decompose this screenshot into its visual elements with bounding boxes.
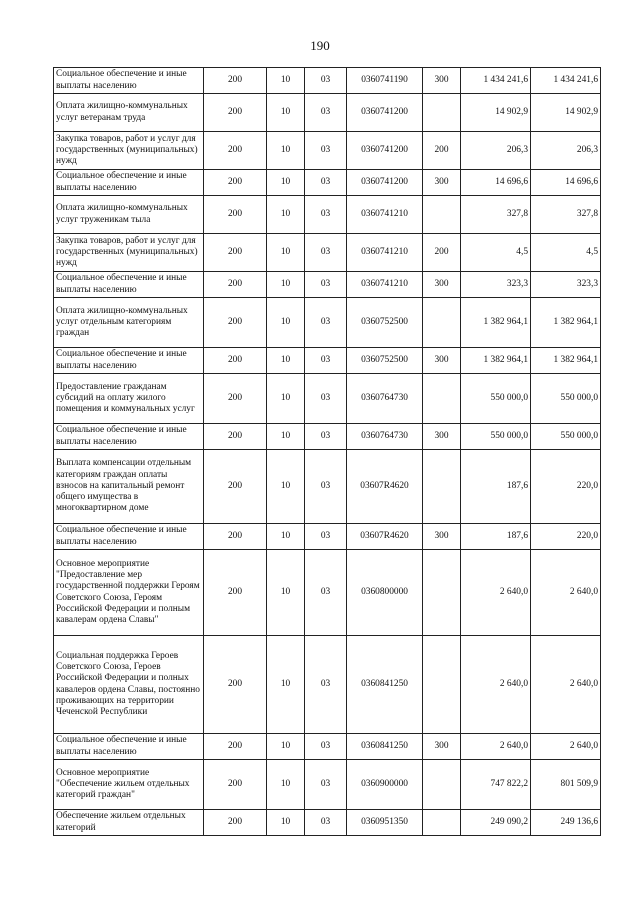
expense-type-code: [423, 450, 461, 524]
row-name: Выплата компенсации отдельным категориям граждан оплаты взносов на капитальный ремонт общего имущества в многоквартирном доме: [54, 450, 204, 524]
row-name: Социальное обеспечение и иные выплаты населению: [54, 348, 204, 374]
amount-year-1: 550 000,0: [461, 374, 531, 424]
table-row: [54, 524, 601, 550]
ministry-code: 200: [204, 94, 267, 132]
subsection-code: 03: [305, 550, 347, 636]
table-row: [54, 234, 601, 272]
amount-year-2: 2 640,0: [531, 550, 601, 636]
amount-year-1: 1 382 964,1: [461, 348, 531, 374]
row-name: Оплата жилищно-коммунальных услуг ветеранам труда: [54, 94, 204, 132]
amount-year-1: 2 640,0: [461, 550, 531, 636]
row-name: Социальное обеспечение и иные выплаты населению: [54, 524, 204, 550]
amount-year-1: 2 640,0: [461, 734, 531, 760]
target-article-code: 0360741200: [347, 132, 423, 170]
row-name: Оплата жилищно-коммунальных услуг отдельным категориям граждан: [54, 298, 204, 348]
expense-type-code: [423, 810, 461, 836]
amount-year-2: 550 000,0: [531, 374, 601, 424]
subsection-code: 03: [305, 348, 347, 374]
table-row: [54, 734, 601, 760]
ministry-code: 200: [204, 132, 267, 170]
target-article-code: 0360900000: [347, 760, 423, 810]
section-code: 10: [267, 196, 305, 234]
subsection-code: 03: [305, 450, 347, 524]
expense-type-code: 200: [423, 132, 461, 170]
row-name: Социальное обеспечение и иные выплаты населению: [54, 170, 204, 196]
ministry-code: 200: [204, 272, 267, 298]
ministry-code: 200: [204, 424, 267, 450]
expense-type-code: 200: [423, 234, 461, 272]
ministry-code: 200: [204, 234, 267, 272]
table-row: [54, 636, 601, 734]
section-code: 10: [267, 424, 305, 450]
section-code: 10: [267, 68, 305, 94]
row-name: Социальное обеспечение и иные выплаты населению: [54, 734, 204, 760]
table-row: [54, 374, 601, 424]
expense-type-code: 300: [423, 272, 461, 298]
ministry-code: 200: [204, 450, 267, 524]
table-row: [54, 550, 601, 636]
amount-year-2: 327,8: [531, 196, 601, 234]
expense-type-code: 300: [423, 170, 461, 196]
subsection-code: 03: [305, 636, 347, 734]
subsection-code: 03: [305, 196, 347, 234]
table-row: [54, 424, 601, 450]
amount-year-1: 1 434 241,6: [461, 68, 531, 94]
row-name: Основное мероприятие "Предоставление мер государственной поддержки Героям Советского Союза, Героям Российской Федерации и полным кавалерам ордена Славы": [54, 550, 204, 636]
amount-year-2: 206,3: [531, 132, 601, 170]
row-name: Оплата жилищно-коммунальных услуг труженикам тыла: [54, 196, 204, 234]
ministry-code: 200: [204, 810, 267, 836]
amount-year-2: 249 136,6: [531, 810, 601, 836]
amount-year-2: 4,5: [531, 234, 601, 272]
amount-year-2: 801 509,9: [531, 760, 601, 810]
subsection-code: 03: [305, 374, 347, 424]
target-article-code: 0360951350: [347, 810, 423, 836]
target-article-code: 0360752500: [347, 348, 423, 374]
target-article-code: 0360741210: [347, 196, 423, 234]
expense-type-code: 300: [423, 734, 461, 760]
row-name: Социальное обеспечение и иные выплаты населению: [54, 424, 204, 450]
subsection-code: 03: [305, 68, 347, 94]
expense-type-code: [423, 196, 461, 234]
target-article-code: 0360764730: [347, 424, 423, 450]
table-row: [54, 170, 601, 196]
row-name: Предоставление гражданам субсидий на оплату жилого помещения и коммунальных услуг: [54, 374, 204, 424]
expense-type-code: 300: [423, 524, 461, 550]
amount-year-1: 550 000,0: [461, 424, 531, 450]
section-code: 10: [267, 760, 305, 810]
ministry-code: 200: [204, 196, 267, 234]
target-article-code: 0360800000: [347, 550, 423, 636]
subsection-code: 03: [305, 734, 347, 760]
target-article-code: 0360741210: [347, 272, 423, 298]
amount-year-2: 1 382 964,1: [531, 298, 601, 348]
subsection-code: 03: [305, 272, 347, 298]
amount-year-1: 187,6: [461, 450, 531, 524]
amount-year-1: 4,5: [461, 234, 531, 272]
table-row: [54, 810, 601, 836]
section-code: 10: [267, 636, 305, 734]
ministry-code: 200: [204, 348, 267, 374]
amount-year-1: 14 902,9: [461, 94, 531, 132]
expense-type-code: 300: [423, 424, 461, 450]
row-name: Закупка товаров, работ и услуг для государственных (муниципальных) нужд: [54, 132, 204, 170]
amount-year-1: 323,3: [461, 272, 531, 298]
amount-year-2: 220,0: [531, 450, 601, 524]
subsection-code: 03: [305, 94, 347, 132]
row-name: Социальное обеспечение и иные выплаты населению: [54, 272, 204, 298]
row-name: Основное мероприятие "Обеспечение жильем отдельных категорий граждан": [54, 760, 204, 810]
amount-year-1: 249 090,2: [461, 810, 531, 836]
ministry-code: 200: [204, 550, 267, 636]
table-row: [54, 196, 601, 234]
section-code: 10: [267, 272, 305, 298]
section-code: 10: [267, 734, 305, 760]
amount-year-1: 206,3: [461, 132, 531, 170]
section-code: 10: [267, 298, 305, 348]
ministry-code: 200: [204, 636, 267, 734]
subsection-code: 03: [305, 132, 347, 170]
section-code: 10: [267, 132, 305, 170]
expense-type-code: [423, 94, 461, 132]
section-code: 10: [267, 524, 305, 550]
amount-year-2: 1 382 964,1: [531, 348, 601, 374]
amount-year-2: 2 640,0: [531, 734, 601, 760]
target-article-code: 0360752500: [347, 298, 423, 348]
amount-year-1: 327,8: [461, 196, 531, 234]
amount-year-1: 187,6: [461, 524, 531, 550]
section-code: 10: [267, 450, 305, 524]
table-row: [54, 68, 601, 94]
amount-year-1: 747 822,2: [461, 760, 531, 810]
amount-year-2: 14 696,6: [531, 170, 601, 196]
target-article-code: 0360841250: [347, 636, 423, 734]
section-code: 10: [267, 348, 305, 374]
subsection-code: 03: [305, 234, 347, 272]
expense-type-code: 300: [423, 68, 461, 94]
expense-type-code: [423, 636, 461, 734]
section-code: 10: [267, 550, 305, 636]
amount-year-2: 1 434 241,6: [531, 68, 601, 94]
amount-year-1: 2 640,0: [461, 636, 531, 734]
table-row: [54, 298, 601, 348]
amount-year-2: 2 640,0: [531, 636, 601, 734]
subsection-code: 03: [305, 524, 347, 550]
table-row: [54, 132, 601, 170]
page-number: 190: [310, 38, 330, 53]
amount-year-2: 14 902,9: [531, 94, 601, 132]
target-article-code: 0360764730: [347, 374, 423, 424]
ministry-code: 200: [204, 734, 267, 760]
target-article-code: 03607R4620: [347, 450, 423, 524]
expense-type-code: [423, 374, 461, 424]
table-row: [54, 348, 601, 374]
section-code: 10: [267, 374, 305, 424]
expense-type-code: [423, 550, 461, 636]
amount-year-1: 14 696,6: [461, 170, 531, 196]
amount-year-2: 550 000,0: [531, 424, 601, 450]
amount-year-2: 220,0: [531, 524, 601, 550]
table-row: [54, 450, 601, 524]
subsection-code: 03: [305, 298, 347, 348]
target-article-code: 03607R4620: [347, 524, 423, 550]
target-article-code: 0360741190: [347, 68, 423, 94]
section-code: 10: [267, 170, 305, 196]
target-article-code: 0360841250: [347, 734, 423, 760]
ministry-code: 200: [204, 524, 267, 550]
expense-type-code: 300: [423, 348, 461, 374]
ministry-code: 200: [204, 170, 267, 196]
subsection-code: 03: [305, 760, 347, 810]
ministry-code: 200: [204, 374, 267, 424]
section-code: 10: [267, 94, 305, 132]
target-article-code: 0360741210: [347, 234, 423, 272]
ministry-code: 200: [204, 760, 267, 810]
target-article-code: 0360741200: [347, 170, 423, 196]
row-name: Социальная поддержка Героев Советского Союза, Героев Российской Федерации и полных кавалеров ордена Славы, постоянно проживающих на территории Чеченской Республики: [54, 636, 204, 734]
amount-year-2: 323,3: [531, 272, 601, 298]
budget-table: [53, 67, 601, 836]
subsection-code: 03: [305, 424, 347, 450]
expense-type-code: [423, 298, 461, 348]
section-code: 10: [267, 234, 305, 272]
subsection-code: 03: [305, 810, 347, 836]
expense-type-code: [423, 760, 461, 810]
ministry-code: 200: [204, 298, 267, 348]
amount-year-1: 1 382 964,1: [461, 298, 531, 348]
target-article-code: 0360741200: [347, 94, 423, 132]
subsection-code: 03: [305, 170, 347, 196]
row-name: Социальное обеспечение и иные выплаты населению: [54, 68, 204, 94]
table-row: [54, 272, 601, 298]
ministry-code: 200: [204, 68, 267, 94]
row-name: Обеспечение жильем отдельных категорий: [54, 810, 204, 836]
section-code: 10: [267, 810, 305, 836]
table-row: [54, 760, 601, 810]
table-row: [54, 94, 601, 132]
row-name: Закупка товаров, работ и услуг для государственных (муниципальных) нужд: [54, 234, 204, 272]
